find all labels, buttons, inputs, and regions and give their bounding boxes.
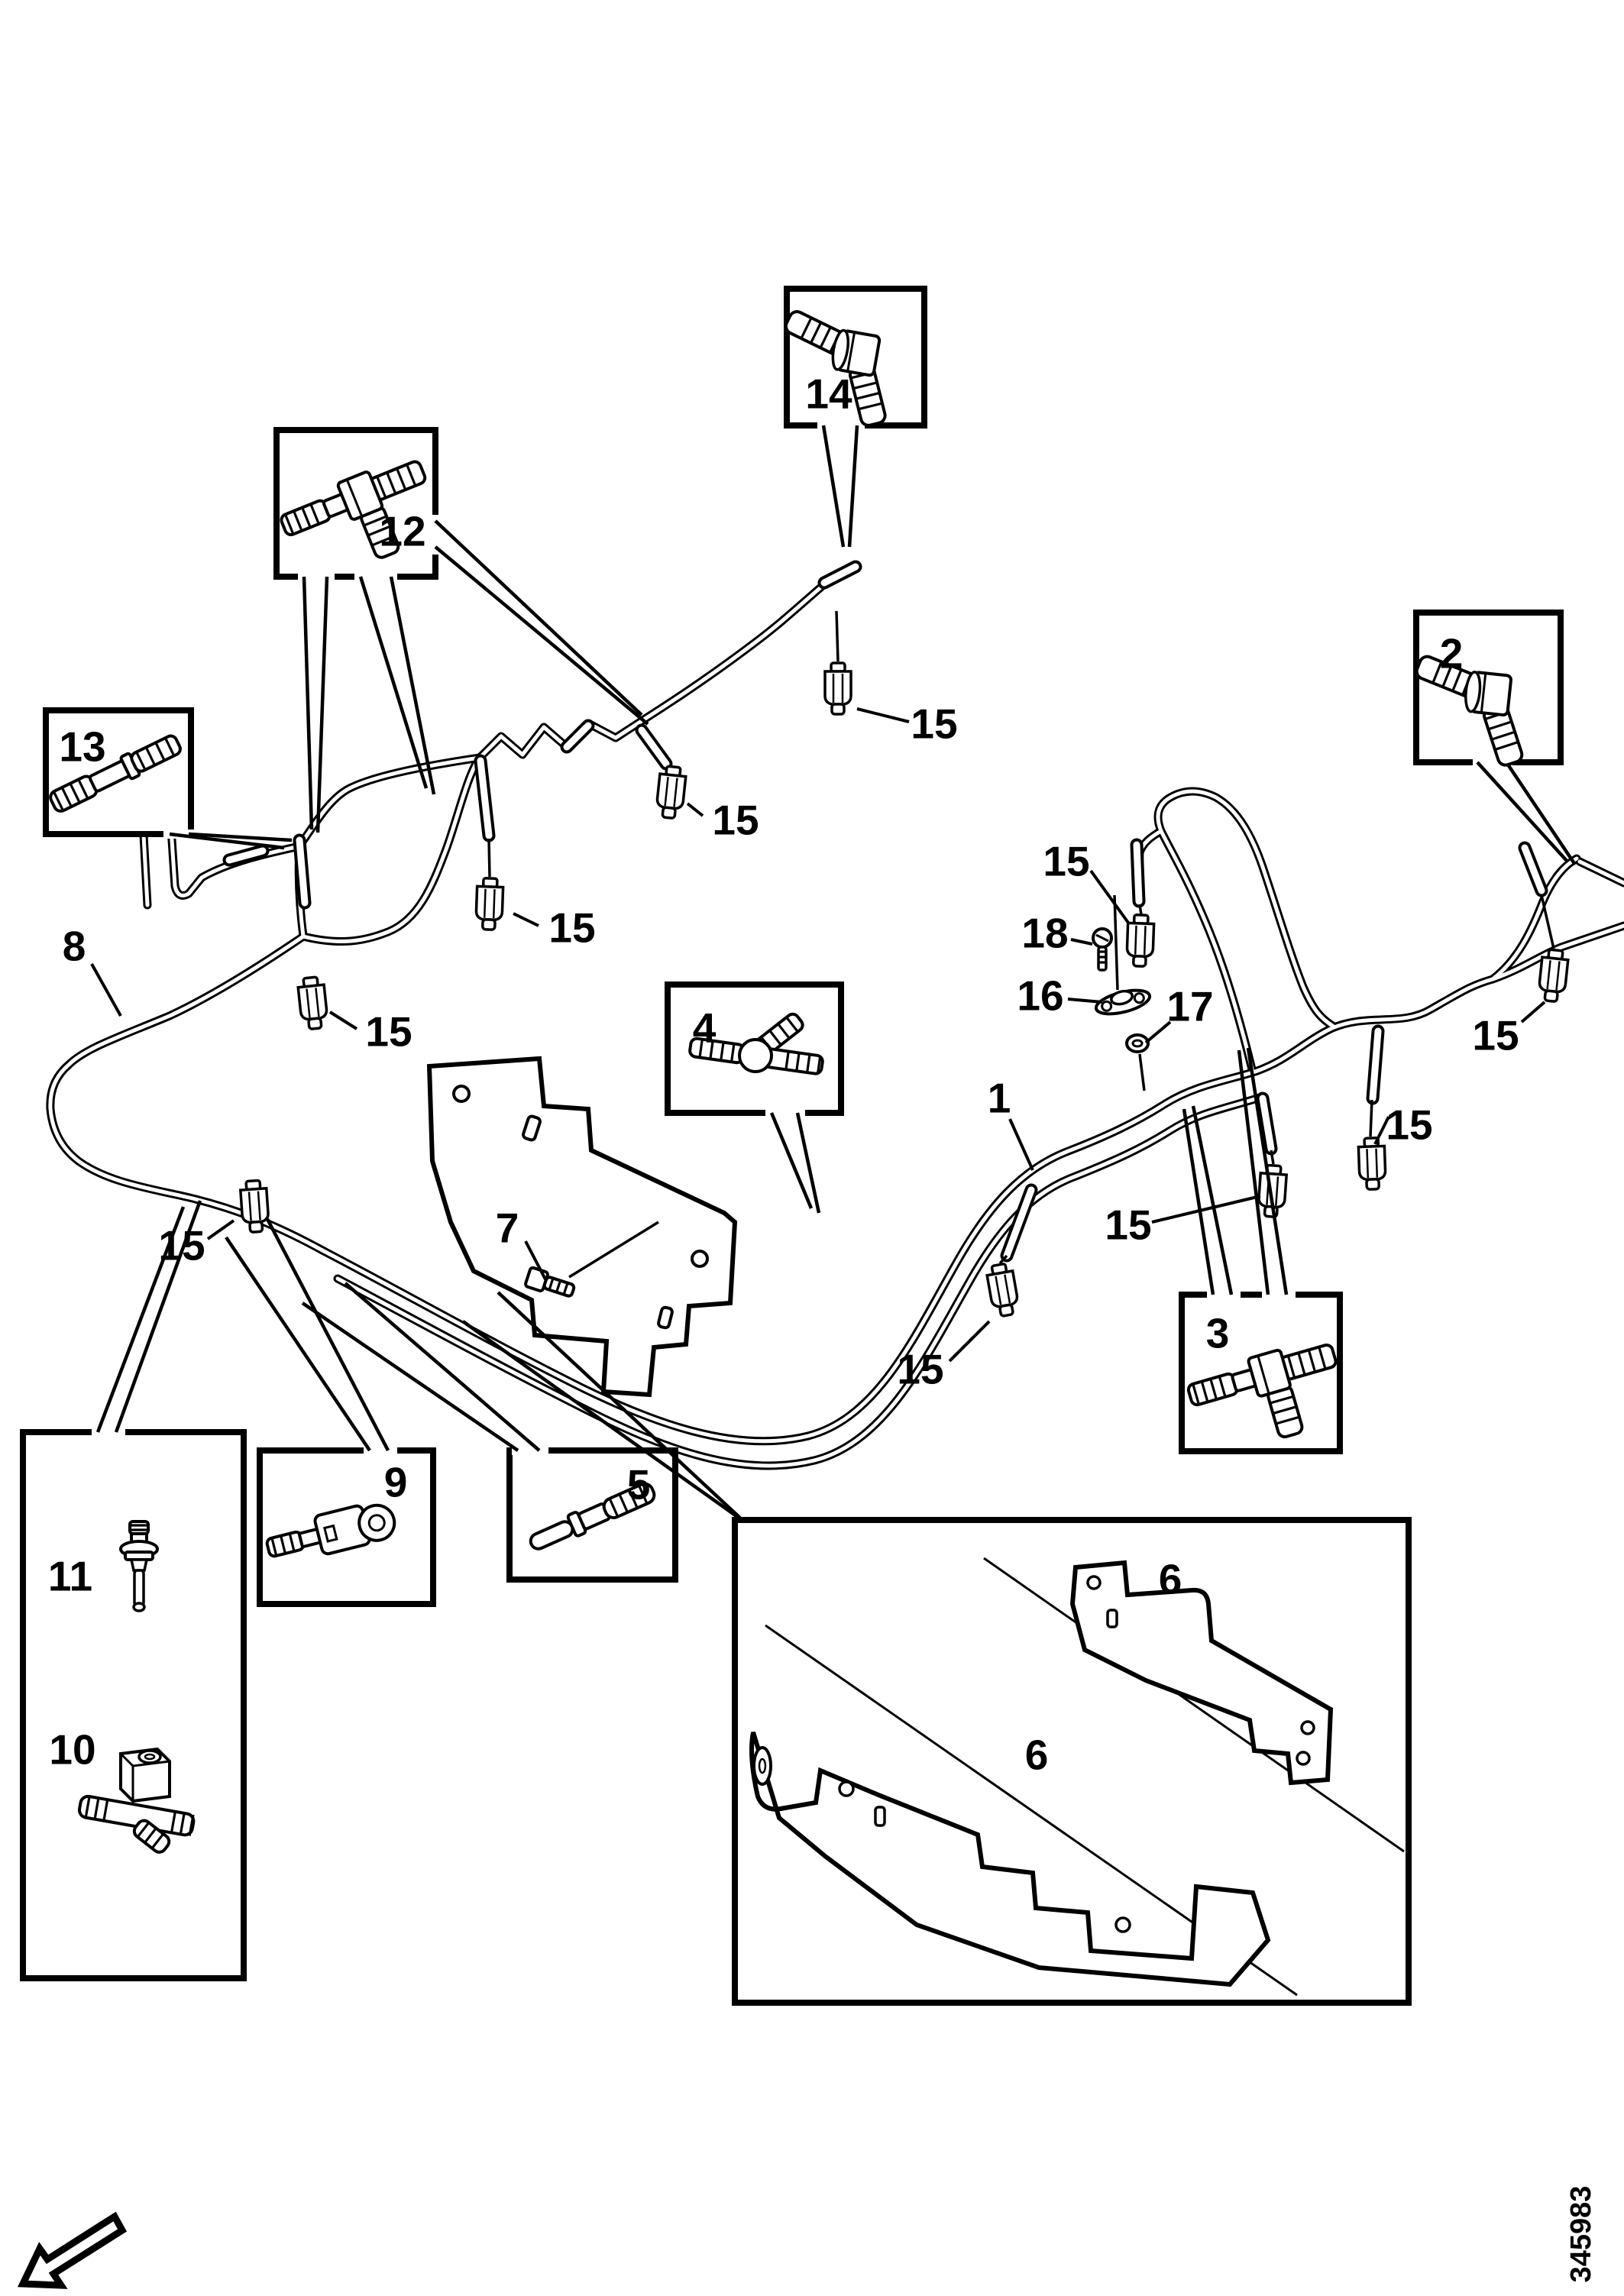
- item-label-18-3: 18: [1021, 909, 1069, 957]
- callout-number-4: 4: [692, 1004, 717, 1052]
- drawing-number: 345983: [1565, 2185, 1597, 2283]
- item-label-15-15: 15: [897, 1345, 944, 1393]
- callout-number-12: 12: [379, 507, 426, 555]
- callout-number-3: 3: [1205, 1309, 1230, 1357]
- callout-number-5: 5: [626, 1460, 651, 1509]
- item-label-15-6: 15: [911, 700, 958, 748]
- item-label-15-10: 15: [158, 1221, 205, 1269]
- item-label-16-4: 16: [1017, 972, 1064, 1020]
- callout-number-14: 14: [805, 370, 852, 418]
- callout-box-11-10: [23, 1432, 244, 1978]
- item-label-15-14: 15: [1472, 1011, 1519, 1059]
- item-label-7-1: 7: [495, 1204, 519, 1252]
- item-label-15-8: 15: [548, 904, 596, 952]
- item-label-15-7: 15: [712, 796, 759, 844]
- item-label-15-12: 15: [1105, 1201, 1152, 1249]
- callout-number-11-10-0: 11: [47, 1552, 93, 1600]
- item-label-15-11: 15: [1043, 837, 1090, 885]
- item-label-15-9: 15: [365, 1007, 412, 1056]
- callout-number-11-10-1: 10: [49, 1725, 96, 1774]
- callout-number-9: 9: [383, 1458, 408, 1506]
- item-label-17-5: 17: [1166, 982, 1214, 1030]
- callout-number-6-1: 6: [1024, 1731, 1049, 1779]
- callout-number-13: 13: [59, 723, 106, 771]
- washer-17-icon: [1127, 1035, 1148, 1052]
- callout-number-6-0: 6: [1158, 1555, 1182, 1603]
- item-label-8-0: 8: [62, 922, 86, 970]
- callout-number-2: 2: [1439, 629, 1464, 677]
- item-label-1-2: 1: [987, 1074, 1011, 1122]
- item-label-15-13: 15: [1386, 1101, 1433, 1149]
